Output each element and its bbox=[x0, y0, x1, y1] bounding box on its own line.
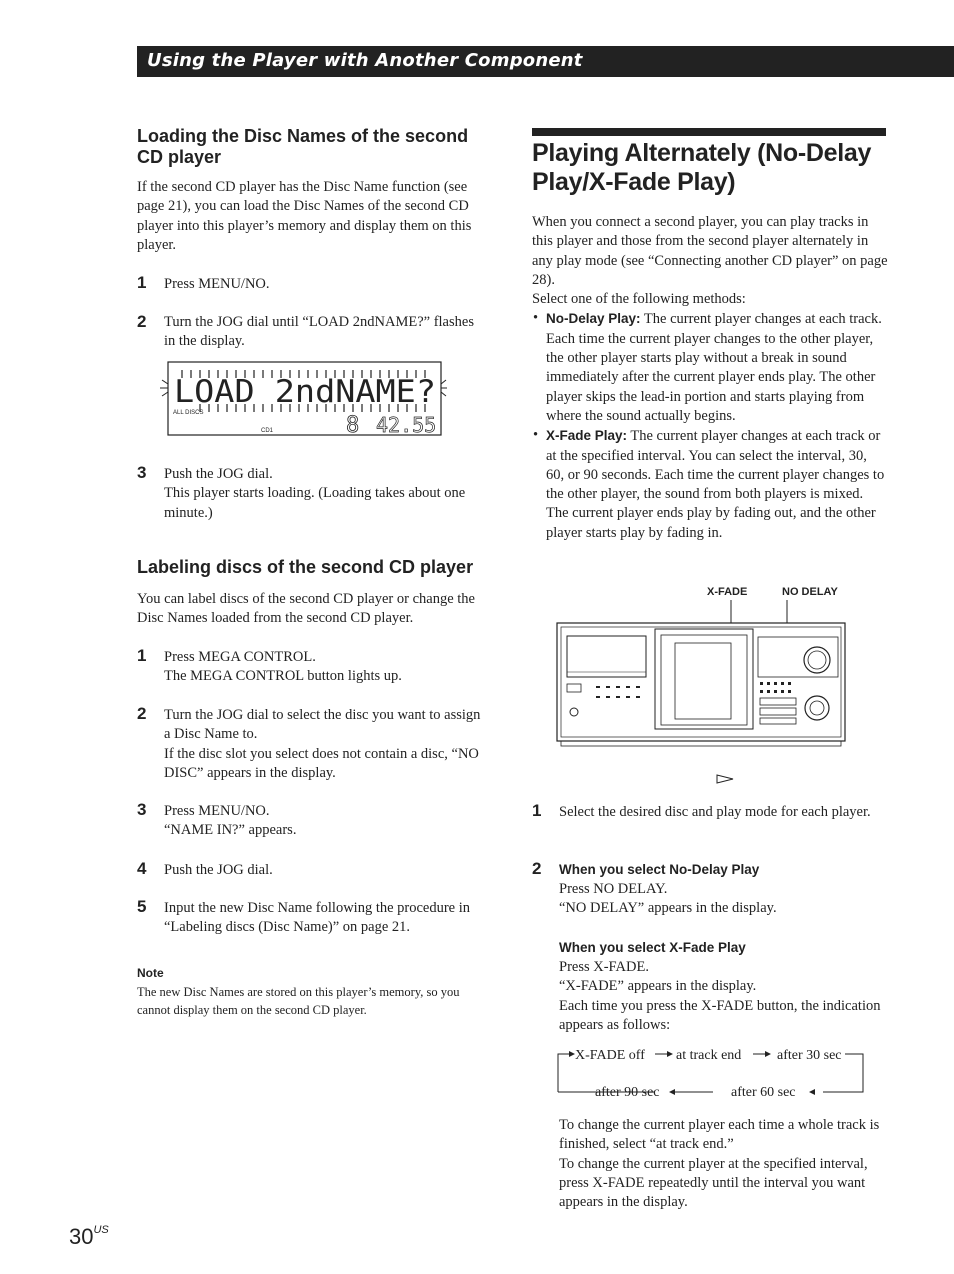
closing-line2: To change the current player at the specified interval, press X-FADE repeatedly until the interval you want appears in the display. bbox=[559, 1155, 868, 1211]
flash-marks-left bbox=[160, 380, 168, 396]
section2-intro: You can label discs of the second CD player or change the Disc Names loaded from the second CD player. bbox=[137, 591, 475, 627]
label-no-delay: NO DELAY bbox=[782, 586, 838, 598]
right-intro-text: When you connect a second player, you can play tracks in this player and those from the second player alternately in any play mode (see “Connecting another CD player” on page 28). bbox=[532, 214, 888, 288]
s2-step1-num: 1 bbox=[137, 646, 147, 665]
s2-step3-line1: Press MENU/NO. bbox=[164, 803, 270, 819]
bullet-no-delay-term: No-Delay Play: bbox=[546, 311, 641, 327]
flash-marks-right bbox=[441, 380, 447, 396]
nodelay-head: When you select No-Delay Play bbox=[559, 862, 760, 877]
cycle-arrow-4 bbox=[669, 1089, 675, 1095]
xfade-line3: Each time you press the X-FADE button, the indication appears as follows: bbox=[559, 997, 881, 1033]
bullet-x-fade bbox=[532, 426, 888, 543]
s2-step3-num: 3 bbox=[137, 800, 147, 819]
xfade-cycle-diagram bbox=[555, 1044, 867, 1102]
nodelay-line2: “NO DELAY” appears in the display. bbox=[559, 900, 777, 917]
closing-text bbox=[559, 1116, 889, 1212]
main-heading-line1: Playing Alternately (No-Delay bbox=[532, 139, 872, 167]
lcd-cd-label: CD1 bbox=[261, 428, 274, 434]
right-intro bbox=[532, 213, 888, 543]
cycle-xfade-off: X-FADE off bbox=[575, 1048, 645, 1063]
cycle-arrow-5 bbox=[809, 1089, 815, 1095]
header-bar bbox=[137, 46, 954, 77]
cycle-after-30: after 30 sec bbox=[777, 1048, 842, 1063]
s2-step1-line2: The MEGA CONTROL button lights up. bbox=[164, 668, 402, 685]
section-header-title: Using the Player with Another Component bbox=[147, 50, 583, 71]
cycle-at-track-end: at track end bbox=[676, 1048, 742, 1063]
xfade-line2: “X-FADE” appears in the display. bbox=[559, 978, 757, 995]
s1-step1-num: 1 bbox=[137, 273, 147, 292]
s2-step4-text: Push the JOG dial. bbox=[164, 862, 273, 878]
s2-step1-line1: Press MEGA CONTROL. bbox=[164, 649, 316, 665]
s1-step2-text: Turn the JOG dial until “LOAD 2ndNAME?” flashes in the display. bbox=[164, 314, 474, 350]
bullet-x-fade-term: X-Fade Play: bbox=[546, 428, 628, 444]
page-number-value: 30 bbox=[69, 1224, 94, 1249]
cd-player-figure bbox=[555, 600, 850, 790]
bullet-no-delay-text: The current player changes at each track. Each time the current player changes to the other player, the other player starts play without a break in sound immediately after the current player ends play. The other player skips the lead-in portion and starts playing from where the sound actually begins. bbox=[546, 311, 882, 424]
lcd-time: 42.55 bbox=[376, 413, 437, 437]
lcd-main-text: LOAD 2ndNAME? bbox=[174, 374, 436, 410]
s2-step2-line2: If the disc slot you select does not contain a disc, “NO DISC” appears in the display. bbox=[164, 745, 479, 781]
section1-intro: If the second CD player has the Disc Name function (see page 21), you can load the Disc Names of the second CD player into this player’s memory and display them on this player. bbox=[137, 179, 472, 253]
heading-rule bbox=[532, 128, 886, 136]
s2-step3-text bbox=[164, 802, 489, 841]
lcd-display-figure bbox=[158, 360, 448, 438]
cycle-after-90: after 90 sec bbox=[595, 1085, 660, 1100]
nodelay-lines bbox=[559, 880, 889, 919]
xfade-head: When you select X-Fade Play bbox=[559, 940, 746, 955]
cycle-arrow-2 bbox=[667, 1051, 673, 1057]
play-arrow-icon bbox=[717, 775, 733, 783]
label-x-fade: X-FADE bbox=[707, 586, 748, 598]
cycle-after-60: after 60 sec bbox=[731, 1085, 796, 1100]
bullet-x-fade-text: The current player changes at each track or at the specified interval. You can select the interval, 30, 60, or 90 seconds. Each time the current player changes to the other player, the sound from both players is mixed. The current player ends play by fading out, and the other player starts play by fading in. bbox=[546, 428, 885, 541]
section2-title: Labeling discs of the second CD player bbox=[137, 557, 474, 577]
s2-step2-num: 2 bbox=[137, 704, 147, 723]
right-select-text: Select one of the following methods: bbox=[532, 291, 746, 308]
note-label: Note bbox=[137, 966, 164, 980]
method-list bbox=[532, 309, 888, 543]
r-step2-num: 2 bbox=[532, 859, 542, 878]
cycle-arrow-3 bbox=[765, 1051, 771, 1057]
xfade-lines bbox=[559, 958, 889, 1035]
page-number-suffix: US bbox=[93, 1224, 109, 1236]
nodelay-line1: Press NO DELAY. bbox=[559, 881, 668, 897]
s1-step3-text bbox=[164, 465, 484, 523]
s1-step1-text: Press MENU/NO. bbox=[164, 276, 270, 292]
s2-step1-text bbox=[164, 648, 489, 687]
r-step1-text: Select the desired disc and play mode for each player. bbox=[559, 804, 871, 820]
lcd-disc-digit: 8 bbox=[346, 413, 360, 438]
main-heading-line2: Play/X-Fade Play) bbox=[532, 168, 736, 196]
s2-step2-line1: Turn the JOG dial to select the disc you want to assign a Disc Name to. bbox=[164, 707, 481, 743]
xfade-line1: Press X-FADE. bbox=[559, 959, 649, 975]
bullet-no-delay bbox=[532, 309, 888, 426]
s1-step3-num: 3 bbox=[137, 463, 147, 482]
note-text: The new Disc Names are stored on this player’s memory, so you cannot display them on the second CD player. bbox=[137, 985, 460, 1017]
lcd-all-discs: ALL DISCS bbox=[173, 410, 204, 416]
r-step1-num: 1 bbox=[532, 801, 542, 820]
s2-step3-line2: “NAME IN?” appears. bbox=[164, 822, 297, 839]
s1-step3-line1: Push the JOG dial. bbox=[164, 466, 273, 482]
main-heading bbox=[532, 139, 892, 197]
s1-step3-line2: This player starts loading. (Loading takes about one minute.) bbox=[164, 485, 466, 521]
closing-line1: To change the current player each time a whole track is finished, select “at track end.” bbox=[559, 1117, 880, 1153]
s2-step5-num: 5 bbox=[137, 897, 147, 916]
s2-step4-num: 4 bbox=[137, 859, 147, 878]
s2-step2-text bbox=[164, 706, 489, 783]
s2-step5-text: Input the new Disc Name following the procedure in “Labeling discs (Disc Name)” on page 21. bbox=[164, 900, 471, 936]
page-number bbox=[69, 1224, 109, 1250]
section1-title: Loading the Disc Names of the second CD player bbox=[137, 126, 469, 167]
s1-step2-num: 2 bbox=[137, 312, 147, 331]
